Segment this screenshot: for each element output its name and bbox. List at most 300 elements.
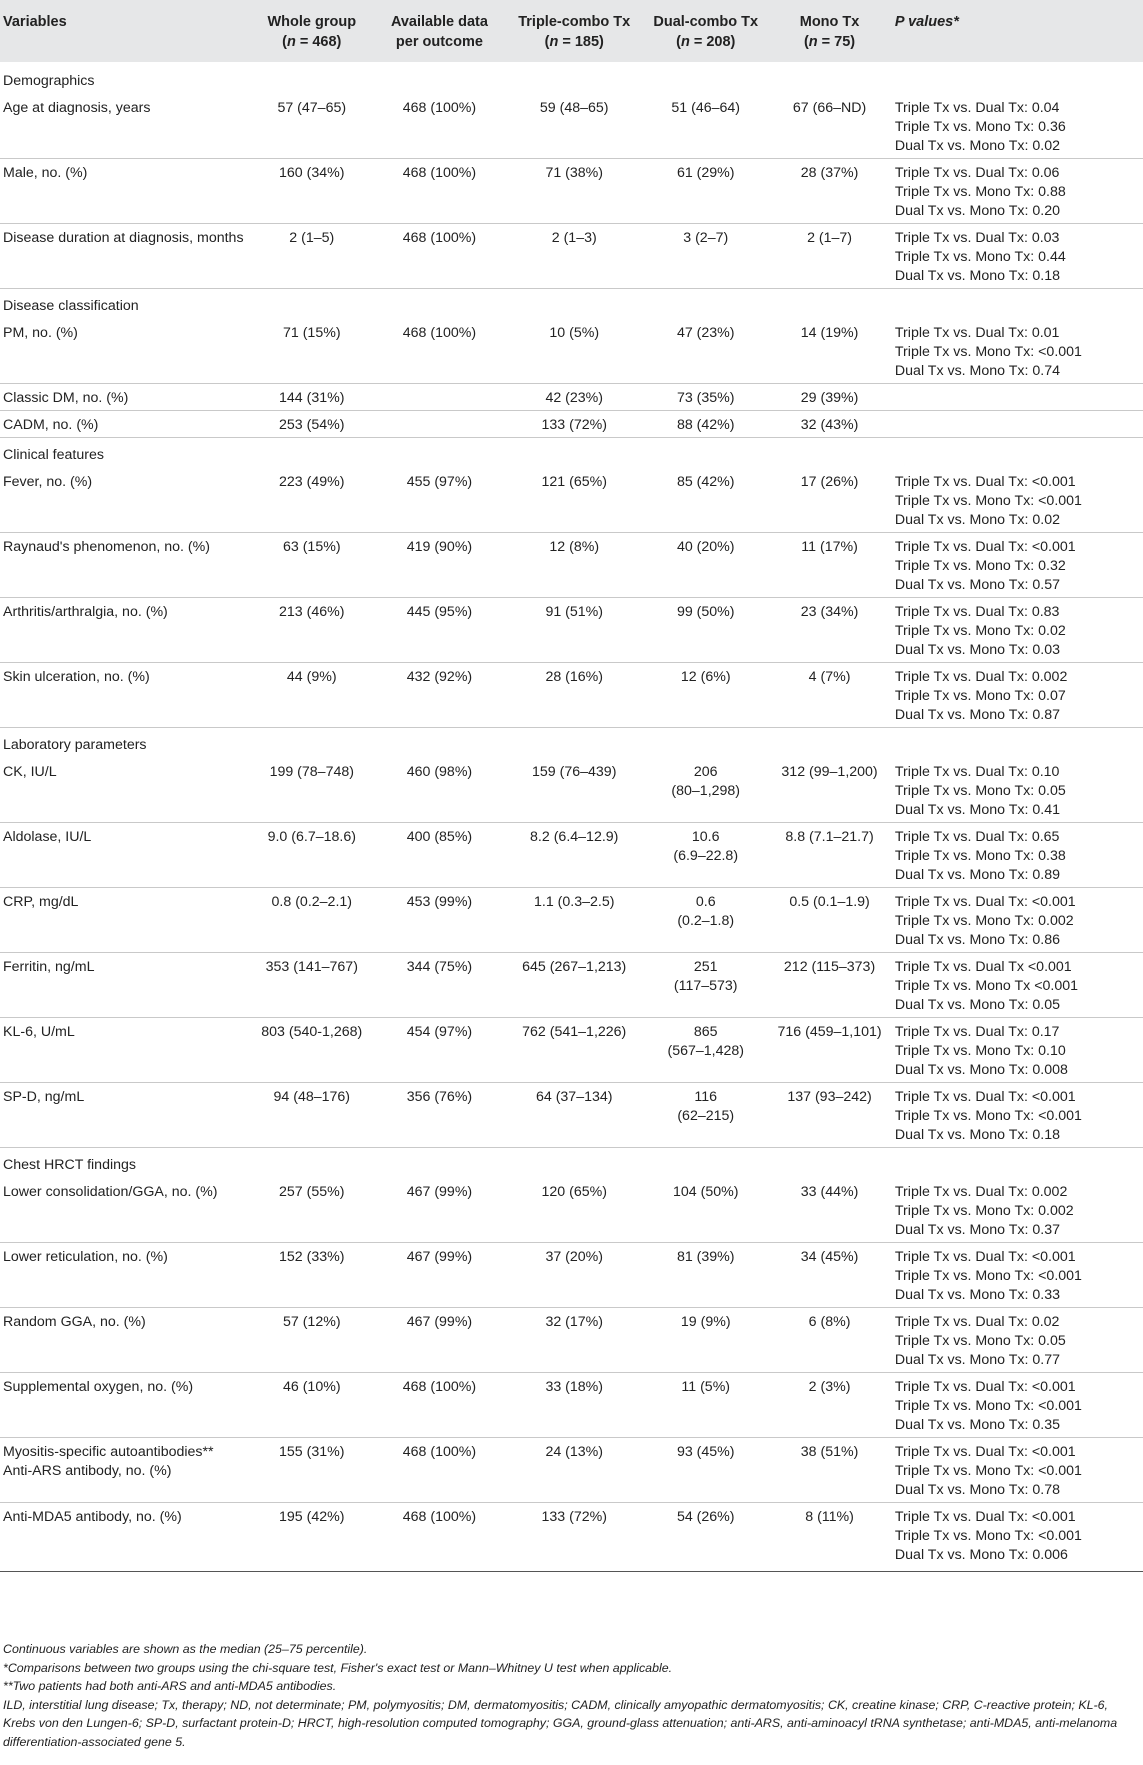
p-value-line: Triple Tx vs. Mono Tx: 0.07 bbox=[894, 688, 1066, 704]
table-header bbox=[0, 0, 1143, 62]
row-label bbox=[0, 1373, 250, 1438]
p-value-line: Dual Tx vs. Mono Tx: 0.008 bbox=[894, 1062, 1068, 1078]
available-data-cell bbox=[374, 319, 506, 384]
cell-text: 353 (141–767) bbox=[265, 959, 358, 975]
triple-combo-cell bbox=[505, 758, 643, 823]
triple-combo-cell bbox=[505, 1308, 643, 1373]
cell-text: Arthritis/arthralgia, no. (%) bbox=[3, 604, 168, 620]
table-row bbox=[0, 1178, 1143, 1243]
cell-text: 213 (46%) bbox=[279, 604, 345, 620]
available-data-cell bbox=[374, 663, 506, 728]
cell-text: 99 (50%) bbox=[676, 604, 735, 620]
cell-text: 12 (6%) bbox=[680, 669, 731, 685]
available-data-cell bbox=[374, 888, 506, 953]
whole-group-cell bbox=[250, 533, 374, 598]
available-data-cell bbox=[374, 468, 506, 533]
p-values-cell bbox=[891, 953, 1143, 1018]
row-label bbox=[0, 533, 250, 598]
whole-group-cell bbox=[250, 1373, 374, 1438]
cell-text: 762 (541–1,226) bbox=[522, 1024, 627, 1040]
cell-text: 133 (72%) bbox=[541, 417, 607, 433]
cell-text: Myositis-specific autoantibodies** bbox=[3, 1444, 214, 1460]
triple-combo-cell bbox=[505, 1438, 643, 1503]
p-value-line: Dual Tx vs. Mono Tx: 0.37 bbox=[894, 1222, 1060, 1238]
triple-combo-cell bbox=[505, 319, 643, 384]
section-label: Laboratory parameters bbox=[0, 728, 1143, 759]
mono-cell bbox=[768, 94, 891, 159]
header-dual-combo: Dual-combo Tx (n = 208) bbox=[643, 0, 768, 62]
cell-text: 2 (1–3) bbox=[551, 230, 597, 246]
table-row bbox=[0, 1438, 1143, 1503]
p-values-cell bbox=[891, 1083, 1143, 1148]
dual-combo-cell bbox=[643, 1178, 768, 1243]
p-value-line: Dual Tx vs. Mono Tx: 0.006 bbox=[894, 1547, 1068, 1563]
p-value-line: Triple Tx vs. Dual Tx: 0.17 bbox=[894, 1024, 1060, 1040]
p-value-line: Triple Tx vs. Mono Tx: <0.001 bbox=[894, 344, 1082, 360]
available-data-cell bbox=[374, 159, 506, 224]
p-value-line: Triple Tx vs. Dual Tx: <0.001 bbox=[894, 1249, 1076, 1265]
table-row bbox=[0, 94, 1143, 159]
table-row bbox=[0, 384, 1143, 411]
cell-text: 54 (26%) bbox=[676, 1509, 735, 1525]
p-value-line: Triple Tx vs. Mono Tx: <0.001 bbox=[894, 1463, 1082, 1479]
cell-text: 104 (50%) bbox=[672, 1184, 739, 1200]
whole-group-cell bbox=[250, 411, 374, 438]
mono-cell bbox=[768, 159, 891, 224]
p-values-cell bbox=[891, 1503, 1143, 1572]
triple-combo-cell bbox=[505, 1018, 643, 1083]
p-value-line: Triple Tx vs. Dual Tx: 0.03 bbox=[894, 230, 1060, 246]
whole-group-cell bbox=[250, 758, 374, 823]
whole-group-cell bbox=[250, 468, 374, 533]
cell-text: 42 (23%) bbox=[545, 390, 604, 406]
whole-group-cell bbox=[250, 1178, 374, 1243]
p-value-line: Triple Tx vs. Mono Tx: <0.001 bbox=[894, 1108, 1082, 1124]
p-value-line: Dual Tx vs. Mono Tx: 0.18 bbox=[894, 268, 1060, 284]
cell-text: 159 (76–439) bbox=[532, 764, 617, 780]
cell-text: 51 (46–64) bbox=[671, 100, 741, 116]
p-value-line: Triple Tx vs. Mono Tx: <0.001 bbox=[894, 1268, 1082, 1284]
dual-combo-cell bbox=[643, 159, 768, 224]
cell-text: 11 (5%) bbox=[681, 1379, 731, 1395]
dual-combo-cell bbox=[643, 468, 768, 533]
triple-combo-cell bbox=[505, 468, 643, 533]
cell-text: 454 (97%) bbox=[406, 1024, 473, 1040]
cell-text: 0.8 (0.2–2.1) bbox=[271, 894, 352, 910]
cell-text: 11 (17%) bbox=[801, 539, 858, 555]
cell-text: 133 (72%) bbox=[541, 1509, 607, 1525]
available-data-cell bbox=[374, 94, 506, 159]
dual-combo-cell bbox=[643, 598, 768, 663]
mono-cell bbox=[768, 758, 891, 823]
p-value-line: Triple Tx vs. Mono Tx: 0.05 bbox=[894, 1333, 1066, 1349]
cell-text: 467 (99%) bbox=[406, 1184, 473, 1200]
p-values-cell bbox=[891, 411, 1143, 438]
cell-text: (567–1,428) bbox=[667, 1043, 744, 1059]
p-values-cell bbox=[891, 598, 1143, 663]
cell-text: 23 (34%) bbox=[800, 604, 859, 620]
p-values-cell bbox=[891, 823, 1143, 888]
section-label: Demographics bbox=[3, 73, 95, 89]
cell-text: 93 (45%) bbox=[676, 1444, 735, 1460]
cell-text: 67 (66–ND) bbox=[792, 100, 867, 116]
mono-cell bbox=[768, 953, 891, 1018]
cell-text: 468 (100%) bbox=[402, 325, 477, 341]
cell-text: 144 (31%) bbox=[279, 390, 345, 406]
dual-combo-cell bbox=[643, 1018, 768, 1083]
table-row bbox=[0, 319, 1143, 384]
cell-text: 44 (9%) bbox=[286, 669, 337, 685]
cell-text: 91 (51%) bbox=[545, 604, 604, 620]
mono-cell bbox=[768, 384, 891, 411]
mono-cell bbox=[768, 224, 891, 289]
cell-text: 2 (3%) bbox=[808, 1379, 851, 1395]
cell-text: 1.1 (0.3–2.5) bbox=[534, 894, 615, 910]
table-row bbox=[0, 1503, 1143, 1572]
table-footnotes bbox=[3, 1640, 1139, 1752]
triple-combo-cell bbox=[505, 1083, 643, 1148]
cell-text: 12 (8%) bbox=[549, 539, 600, 555]
cell-text: 8 (11%) bbox=[805, 1509, 854, 1525]
triple-combo-cell bbox=[505, 1503, 643, 1572]
table-row bbox=[0, 888, 1143, 953]
cell-text: 37 (20%) bbox=[545, 1249, 604, 1265]
cell-text: 155 (31%) bbox=[279, 1444, 345, 1460]
p-value-line: Triple Tx vs. Mono Tx: 0.002 bbox=[894, 913, 1074, 929]
row-label bbox=[0, 823, 250, 888]
cell-text: 137 (93–242) bbox=[787, 1089, 872, 1105]
row-label bbox=[0, 663, 250, 728]
row-label bbox=[0, 1083, 250, 1148]
mono-cell bbox=[768, 888, 891, 953]
p-value-line: Triple Tx vs. Dual Tx <0.001 bbox=[894, 959, 1072, 975]
cell-text: Age at diagnosis, years bbox=[3, 100, 151, 116]
row-label bbox=[0, 953, 250, 1018]
cell-text: 38 (51%) bbox=[800, 1444, 859, 1460]
p-value-line: Dual Tx vs. Mono Tx: 0.74 bbox=[894, 363, 1060, 379]
cell-text: Male, no. (%) bbox=[3, 165, 88, 181]
cell-text: (6.9–22.8) bbox=[673, 848, 739, 864]
table-row bbox=[0, 1243, 1143, 1308]
dual-combo-cell bbox=[643, 224, 768, 289]
table-row bbox=[0, 1083, 1143, 1148]
footnote: ILD, interstitial lung disease; Tx, therapy; ND, not determinate; PM, polymyositis; DM, dermatomyositis; CADM, clinically amyopathic dermatomyositis; CK, creatine kinase; CRP, C-reactive protein; KL-6, Krebs von den Lungen-6; SP-D, surfactant protein-D; HRCT, high-resolution computed tomography; GGA, ground-glass attenuation; anti-ARS, anti-aminoacyl tRNA synthetase; anti-MDA5, anti-melanoma differentiation-associated gene 5. bbox=[3, 1697, 1118, 1749]
triple-combo-cell bbox=[505, 159, 643, 224]
dual-combo-cell bbox=[643, 663, 768, 728]
available-data-cell bbox=[374, 224, 506, 289]
cell-text: SP-D, ng/mL bbox=[3, 1089, 85, 1105]
p-values-cell bbox=[891, 888, 1143, 953]
p-values-cell bbox=[891, 224, 1143, 289]
table-row bbox=[0, 1373, 1143, 1438]
dual-combo-cell bbox=[643, 1438, 768, 1503]
p-value-line: Triple Tx vs. Mono Tx: 0.88 bbox=[894, 184, 1066, 200]
cell-text: 28 (37%) bbox=[800, 165, 859, 181]
table-row bbox=[0, 758, 1143, 823]
p-values-cell bbox=[891, 94, 1143, 159]
available-data-cell bbox=[374, 1308, 506, 1373]
row-label bbox=[0, 468, 250, 533]
p-value-line: Triple Tx vs. Dual Tx: 0.83 bbox=[894, 604, 1060, 620]
p-value-line: Dual Tx vs. Mono Tx: 0.57 bbox=[894, 577, 1060, 593]
p-value-line: Dual Tx vs. Mono Tx: 0.03 bbox=[894, 642, 1060, 658]
p-values-cell bbox=[891, 663, 1143, 728]
p-value-line: Triple Tx vs. Mono Tx <0.001 bbox=[894, 978, 1078, 994]
whole-group-cell bbox=[250, 1018, 374, 1083]
mono-cell bbox=[768, 1503, 891, 1572]
p-value-line: Triple Tx vs. Mono Tx: <0.001 bbox=[894, 493, 1082, 509]
p-value-line: Dual Tx vs. Mono Tx: 0.86 bbox=[894, 932, 1060, 948]
whole-group-cell bbox=[250, 663, 374, 728]
triple-combo-cell bbox=[505, 663, 643, 728]
cell-text: 85 (42%) bbox=[676, 474, 735, 490]
table-row bbox=[0, 1308, 1143, 1373]
dual-combo-cell bbox=[643, 1373, 768, 1438]
p-value-line: Dual Tx vs. Mono Tx: 0.77 bbox=[894, 1352, 1060, 1368]
p-values-cell bbox=[891, 468, 1143, 533]
triple-combo-cell bbox=[505, 411, 643, 438]
p-value-line: Triple Tx vs. Mono Tx: 0.36 bbox=[894, 119, 1066, 135]
cell-text: 33 (18%) bbox=[545, 1379, 604, 1395]
cell-text: 445 (95%) bbox=[406, 604, 473, 620]
p-value-line: Triple Tx vs. Mono Tx: 0.05 bbox=[894, 783, 1066, 799]
p-values-cell bbox=[891, 319, 1143, 384]
cell-text: 253 (54%) bbox=[279, 417, 345, 433]
p-value-line: Dual Tx vs. Mono Tx: 0.05 bbox=[894, 997, 1060, 1013]
row-label bbox=[0, 319, 250, 384]
available-data-cell bbox=[374, 1503, 506, 1572]
cell-text: Fever, no. (%) bbox=[3, 474, 93, 490]
cell-text: 59 (48–65) bbox=[539, 100, 609, 116]
whole-group-cell bbox=[250, 1308, 374, 1373]
p-values-cell bbox=[891, 1308, 1143, 1373]
whole-group-cell bbox=[250, 384, 374, 411]
cell-text: Disease duration at diagnosis, months bbox=[3, 230, 244, 246]
p-value-line: Triple Tx vs. Dual Tx: 0.04 bbox=[894, 100, 1060, 116]
cell-text: 14 (19%) bbox=[800, 325, 859, 341]
table-row bbox=[0, 468, 1143, 533]
row-label bbox=[0, 758, 250, 823]
available-data-cell bbox=[374, 1018, 506, 1083]
available-data-cell bbox=[374, 598, 506, 663]
p-value-line: Triple Tx vs. Mono Tx: <0.001 bbox=[894, 1398, 1082, 1414]
cell-text: 120 (65%) bbox=[541, 1184, 607, 1200]
cell-text: Lower consolidation/GGA, no. (%) bbox=[3, 1184, 218, 1200]
cell-text: 40 (20%) bbox=[676, 539, 735, 555]
p-value-line: Dual Tx vs. Mono Tx: 0.20 bbox=[894, 203, 1060, 219]
available-data-cell bbox=[374, 758, 506, 823]
p-value-line: Dual Tx vs. Mono Tx: 0.78 bbox=[894, 1482, 1060, 1498]
mono-cell bbox=[768, 1178, 891, 1243]
triple-combo-cell bbox=[505, 94, 643, 159]
cell-text: (0.2–1.8) bbox=[677, 913, 735, 929]
p-value-line: Triple Tx vs. Dual Tx: 0.65 bbox=[894, 829, 1060, 845]
p-value-line: Triple Tx vs. Dual Tx: <0.001 bbox=[894, 474, 1076, 490]
p-values-cell bbox=[891, 533, 1143, 598]
mono-cell bbox=[768, 598, 891, 663]
dual-combo-cell bbox=[643, 758, 768, 823]
cell-text: 206 bbox=[693, 764, 718, 780]
cell-text: 81 (39%) bbox=[676, 1249, 735, 1265]
whole-group-cell bbox=[250, 1438, 374, 1503]
row-label bbox=[0, 1178, 250, 1243]
triple-combo-cell bbox=[505, 533, 643, 598]
triple-combo-cell bbox=[505, 1373, 643, 1438]
table-row bbox=[0, 598, 1143, 663]
cell-text: 0.5 (0.1–1.9) bbox=[789, 894, 870, 910]
section-row bbox=[0, 438, 1143, 469]
cell-text: 199 (78–748) bbox=[269, 764, 354, 780]
whole-group-cell bbox=[250, 319, 374, 384]
cell-text: Aldolase, IU/L bbox=[3, 829, 92, 845]
cell-text: 32 (43%) bbox=[800, 417, 859, 433]
available-data-cell bbox=[374, 1438, 506, 1503]
cell-text: 73 (35%) bbox=[676, 390, 735, 406]
p-value-line: Triple Tx vs. Mono Tx: 0.38 bbox=[894, 848, 1066, 864]
table-row bbox=[0, 411, 1143, 438]
cell-text: 468 (100%) bbox=[402, 1379, 477, 1395]
whole-group-cell bbox=[250, 94, 374, 159]
cell-text: KL-6, U/mL bbox=[3, 1024, 75, 1040]
p-values-cell bbox=[891, 758, 1143, 823]
cell-text: 468 (100%) bbox=[402, 1509, 477, 1525]
cell-text: Skin ulceration, no. (%) bbox=[3, 669, 150, 685]
cell-text: 71 (15%) bbox=[282, 325, 341, 341]
header-variables: Variables bbox=[0, 0, 250, 62]
cell-text: 47 (23%) bbox=[676, 325, 735, 341]
cell-text: CRP, mg/dL bbox=[3, 894, 79, 910]
whole-group-cell bbox=[250, 224, 374, 289]
cell-text: 312 (99–1,200) bbox=[781, 764, 878, 780]
p-value-line: Triple Tx vs. Dual Tx: 0.002 bbox=[894, 669, 1068, 685]
cell-text: 57 (47–65) bbox=[277, 100, 347, 116]
cell-text: 19 (9%) bbox=[680, 1314, 731, 1330]
cell-text: Anti-MDA5 antibody, no. (%) bbox=[3, 1509, 182, 1525]
p-value-line: Dual Tx vs. Mono Tx: 0.89 bbox=[894, 867, 1060, 883]
p-values-cell bbox=[891, 1178, 1143, 1243]
mono-cell bbox=[768, 663, 891, 728]
footnote: *Comparisons between two groups using the chi-square test, Fisher's exact test or Mann–Whitney U test when applicable. bbox=[3, 1660, 673, 1675]
table-row bbox=[0, 159, 1143, 224]
cell-text: 4 (7%) bbox=[808, 669, 851, 685]
cell-text: Classic DM, no. (%) bbox=[3, 390, 129, 406]
triple-combo-cell bbox=[505, 384, 643, 411]
section-label: Chest HRCT findings bbox=[0, 1148, 1143, 1179]
available-data-cell bbox=[374, 953, 506, 1018]
dual-combo-cell bbox=[643, 1083, 768, 1148]
cell-text: 61 (29%) bbox=[676, 165, 735, 181]
cell-text: 116 bbox=[694, 1089, 718, 1105]
cell-text: 71 (38%) bbox=[545, 165, 604, 181]
table-row bbox=[0, 953, 1143, 1018]
available-data-cell bbox=[374, 1178, 506, 1243]
dual-combo-cell bbox=[643, 1503, 768, 1572]
mono-cell bbox=[768, 1438, 891, 1503]
p-value-line: Dual Tx vs. Mono Tx: 0.35 bbox=[894, 1417, 1060, 1433]
cell-text: 0.6 bbox=[695, 894, 716, 910]
cell-text: 29 (39%) bbox=[800, 390, 859, 406]
whole-group-cell bbox=[250, 159, 374, 224]
footnote: Continuous variables are shown as the median (25–75 percentile). bbox=[3, 1642, 368, 1656]
row-label bbox=[0, 1503, 250, 1572]
dual-combo-cell bbox=[643, 411, 768, 438]
row-label bbox=[0, 224, 250, 289]
triple-combo-cell bbox=[505, 953, 643, 1018]
p-value-line: Triple Tx vs. Mono Tx: 0.32 bbox=[894, 558, 1066, 574]
cell-text: Anti-ARS antibody, no. (%) bbox=[3, 1463, 172, 1479]
p-value-line: Triple Tx vs. Mono Tx: 0.44 bbox=[894, 249, 1066, 265]
triple-combo-cell bbox=[505, 1243, 643, 1308]
cell-text: 453 (99%) bbox=[406, 894, 473, 910]
dual-combo-cell bbox=[643, 1243, 768, 1308]
cell-text: 223 (49%) bbox=[279, 474, 345, 490]
p-value-line: Triple Tx vs. Dual Tx: 0.02 bbox=[894, 1314, 1060, 1330]
available-data-cell bbox=[374, 1373, 506, 1438]
cell-text: 468 (100%) bbox=[402, 165, 477, 181]
table-row bbox=[0, 224, 1143, 289]
cell-text: 344 (75%) bbox=[406, 959, 473, 975]
cell-text: 716 (459–1,101) bbox=[777, 1024, 882, 1040]
dual-combo-cell bbox=[643, 888, 768, 953]
p-value-line: Dual Tx vs. Mono Tx: 0.02 bbox=[894, 512, 1060, 528]
cell-text: 467 (99%) bbox=[406, 1314, 473, 1330]
whole-group-cell bbox=[250, 953, 374, 1018]
p-value-line: Triple Tx vs. Mono Tx: 0.02 bbox=[894, 623, 1066, 639]
section-row bbox=[0, 62, 1143, 94]
cell-text: 400 (85%) bbox=[406, 829, 473, 845]
cell-text: 94 (48–176) bbox=[273, 1089, 351, 1105]
cell-text: 3 (2–7) bbox=[683, 230, 729, 246]
p-value-line: Triple Tx vs. Dual Tx: 0.10 bbox=[894, 764, 1060, 780]
mono-cell bbox=[768, 1308, 891, 1373]
triple-combo-cell bbox=[505, 224, 643, 289]
cell-text: 8.8 (7.1–21.7) bbox=[785, 829, 874, 845]
available-data-cell bbox=[374, 1243, 506, 1308]
p-value-line: Triple Tx vs. Dual Tx: <0.001 bbox=[894, 894, 1076, 910]
cell-text: 467 (99%) bbox=[406, 1249, 473, 1265]
p-value-line: Dual Tx vs. Mono Tx: 0.02 bbox=[894, 138, 1060, 154]
cell-text: 865 bbox=[693, 1024, 718, 1040]
section-row bbox=[0, 289, 1143, 320]
mono-cell bbox=[768, 1083, 891, 1148]
cell-text: 8.2 (6.4–12.9) bbox=[530, 829, 619, 845]
p-value-line: Triple Tx vs. Dual Tx: <0.001 bbox=[894, 1379, 1076, 1395]
cell-text: PM, no. (%) bbox=[3, 325, 78, 341]
row-label bbox=[0, 888, 250, 953]
cell-text: 468 (100%) bbox=[402, 230, 477, 246]
mono-cell bbox=[768, 1243, 891, 1308]
cell-text: 121 (65%) bbox=[541, 474, 607, 490]
row-label bbox=[0, 1438, 250, 1503]
p-value-line: Triple Tx vs. Mono Tx: 0.10 bbox=[894, 1043, 1066, 1059]
p-value-line: Triple Tx vs. Dual Tx: <0.001 bbox=[894, 1509, 1076, 1525]
header-available-data: Available data per outcome bbox=[374, 0, 506, 62]
triple-combo-cell bbox=[505, 598, 643, 663]
row-label bbox=[0, 384, 250, 411]
row-label bbox=[0, 411, 250, 438]
cell-text: 468 (100%) bbox=[402, 100, 477, 116]
cell-text: Ferritin, ng/mL bbox=[3, 959, 95, 975]
row-label bbox=[0, 598, 250, 663]
cell-text: (62–215) bbox=[677, 1108, 735, 1124]
p-value-line: Dual Tx vs. Mono Tx: 0.18 bbox=[894, 1127, 1060, 1143]
row-label bbox=[0, 1243, 250, 1308]
p-values-cell bbox=[891, 1438, 1143, 1503]
row-label bbox=[0, 1308, 250, 1373]
cell-text: 28 (16%) bbox=[545, 669, 604, 685]
cell-text: 46 (10%) bbox=[282, 1379, 341, 1395]
cell-text: 460 (98%) bbox=[406, 764, 473, 780]
